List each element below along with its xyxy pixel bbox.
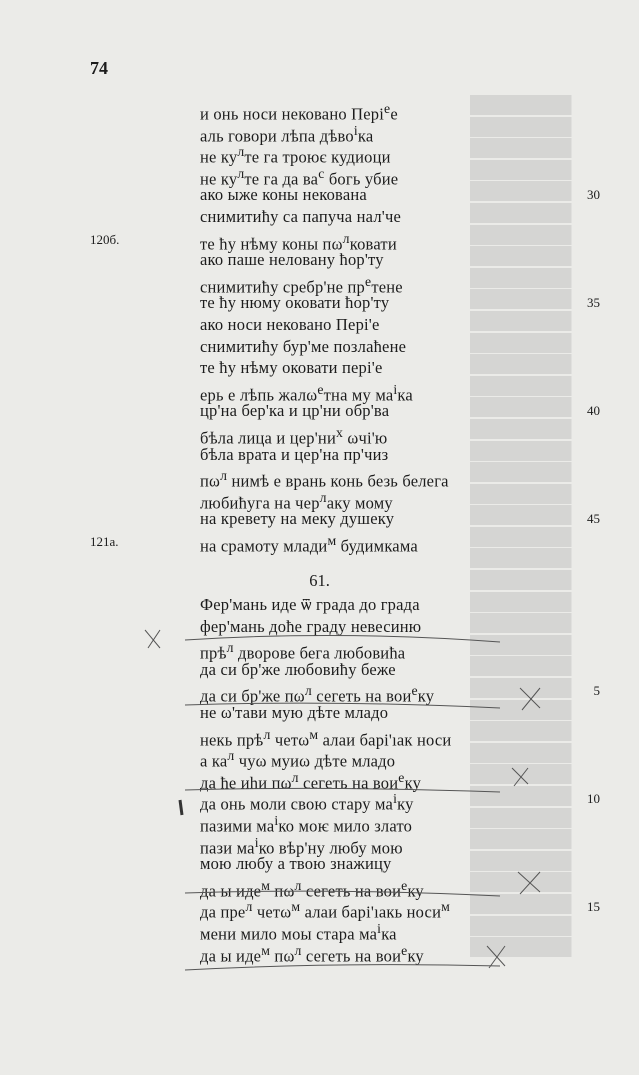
poem-a-line: снимитићу са папуча нал'че <box>200 207 401 226</box>
pencil-x-mark <box>145 630 160 648</box>
poem-b-line: пази $ма^іко$ вѣр'ну любу мою <box>200 834 403 858</box>
poem-a-line: те ћу нѣму коны $п\omega^лковати$ <box>200 230 397 254</box>
poem-a-line: бѣла врата и цер'на пр'чиз <box>200 444 389 464</box>
pencil-underline <box>185 965 500 970</box>
line-number: 15 <box>587 899 600 915</box>
folio-reference: 120б. <box>90 231 120 247</box>
poem-a-line: те ћу нюму оковати ћор'ту <box>200 293 390 313</box>
poem-b-line: да ы иде$^м$ $п\omega^л$ сегеть на вои$^е$ку <box>200 877 424 901</box>
poem-b-line: прѣ$^л$ дворове бега любовића <box>200 640 406 663</box>
poem-b-line: не ω'тави мую дѣте младо <box>200 703 389 722</box>
poem-a-line: ако ыже коны некована <box>200 185 367 205</box>
poem-a-line: и онь носи нековано Пері$^е$е <box>200 101 398 124</box>
poem-a-line: на срамоту млади$^м$ будимкама <box>200 533 418 556</box>
line-number: 45 <box>587 511 600 527</box>
poem-a-line: ерь е лѣпь жалω$^е$тна му $ма^іка$ <box>200 381 413 405</box>
poem-title: 61. <box>309 571 330 590</box>
line-number: 10 <box>587 791 600 807</box>
line-number: 40 <box>587 403 600 419</box>
poem-b-line: да ы иде$^м$ $п\omega^л$ сегеть на вои$^е$ку <box>200 942 424 966</box>
poem-b-line: да си бр'же $п\omega^л$ сегеть на вои$^е$ку <box>200 683 435 706</box>
pencil-tick <box>180 800 182 815</box>
poem-b-line: некь прѣ$^л$ четω$^м$ алаи барі'ıак носи <box>200 726 452 750</box>
poem-a-line: $п\omega^л$ нимѣ е врань конь безь белега <box>200 468 449 491</box>
poem-b-line: да си бр'же любовићу беже <box>200 659 396 679</box>
poem-b-line: пазими $ма^іко$ моѥ мило злато <box>200 813 413 836</box>
poem-a-line: цр'на бер'ка и цр'ни обр'ва <box>200 401 390 421</box>
poem-a-line: ако носи нековано Пері'е <box>200 315 380 334</box>
poem-a-line: не $ку^лте$ га да $ва^с$ богь убие <box>200 165 399 189</box>
poem-b-line: мени мило моы стара $ма^іка$ <box>200 921 397 944</box>
poem-a-line: снимитићу бур'ме позлаћене <box>200 336 407 356</box>
poem-b-line: фер'мань доће граду невесиню <box>200 616 422 636</box>
folio-reference: 121а. <box>90 534 119 549</box>
poem-a-line: ако паше неловану ћор'ту <box>200 250 384 270</box>
poem-a-line: те ћу нѣму оковати пері'е <box>200 358 383 378</box>
poem-b-line: а $ка^л$ чуω муиω дѣте младо <box>200 748 396 771</box>
poem-b-line: да онь моли свою стару $ма^іку$ <box>200 791 414 814</box>
line-number: 5 <box>593 683 600 699</box>
poem-a-line: любићуга на чер$^л$аку мому <box>200 489 393 513</box>
poem-a-line: на кревету на меку душеку <box>200 509 395 529</box>
poem-a-line: не $ку^лте$ га троює кудиоци <box>200 144 391 167</box>
poem-a-line: аль говори лѣпа дѣво$^і$ка <box>200 122 374 146</box>
poem-b-line: Фер'мань иде ѿ града до града <box>200 595 420 614</box>
poem-b-line: да ће иhи $п\omega^л$ сегеть на вои$^е$ку <box>200 769 422 793</box>
page-number: 74 <box>90 58 108 78</box>
poem-a-line: снимитићу сребр'не $пр^етене$ <box>200 273 403 297</box>
poem-a-line: бѣла лица и $цер'ни^х$ ωчі'ю <box>200 425 388 448</box>
poem-b-line: мою любу а твою знажицу <box>200 854 392 874</box>
line-number: 30 <box>587 187 600 203</box>
poem-b-line: да пре$^л$ четω$^м$ алаи барі'ıакь носи$^м$ <box>200 899 451 922</box>
line-number: 35 <box>587 295 600 311</box>
